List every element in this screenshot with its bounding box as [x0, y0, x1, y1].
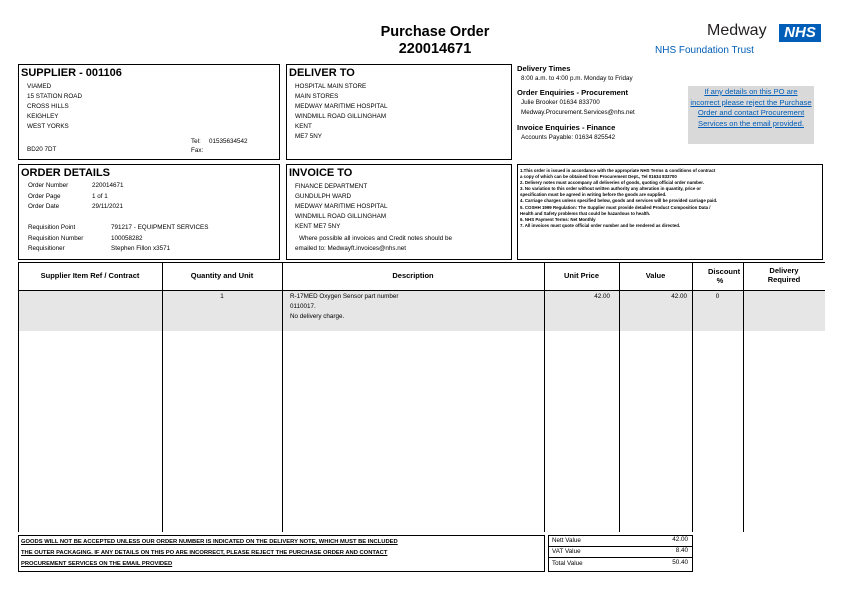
col-divider [162, 262, 163, 532]
logo-medway: Medway [707, 22, 767, 39]
supplier-fax-label: Fax: [191, 147, 204, 154]
deliver-to-heading: DELIVER TO [289, 67, 355, 79]
address-line: 15 STATION ROAD [27, 93, 83, 100]
address-line: MEDWAY MARITIME HOSPITAL [295, 203, 388, 210]
terms-line: 7. All invoices must quote official order number and be rendered as directed. [520, 222, 681, 228]
col-header-qty: Quantity and Unit [190, 271, 254, 280]
total-value: 42.00 [672, 536, 688, 543]
total-value: 8.40 [675, 547, 688, 554]
total-label: VAT Value [552, 548, 581, 555]
terms-line: specification must be agreed in writing before the goods are supplied. [520, 192, 667, 198]
terms-line: 2. Delivery notes must accompany all deliveries of goods, quoting official order number. [520, 180, 704, 186]
total-value: 50.40 [672, 559, 688, 566]
address-line: WEST YORKS [27, 123, 69, 130]
requisitioner-value: Stephen Fillon x3571 [111, 245, 171, 252]
procurement-heading: Order Enquiries - Procurement [517, 88, 628, 97]
col-divider [18, 262, 19, 532]
total-row-vat [549, 547, 692, 558]
supplier-tel: 01535634542 [209, 138, 248, 145]
invoice-to-heading: INVOICE TO [289, 167, 353, 179]
col-header-delivery: Delivery Required [767, 266, 801, 284]
items-table [18, 262, 825, 532]
requisition-number-value: 100058282 [111, 235, 143, 242]
address-line: WINDMILL ROAD GILLINGHAM [295, 113, 387, 120]
col-divider [619, 262, 620, 532]
terms-line: 1.This order is issued in accordance with the appropriate NHS Terms & conditions of contract [520, 168, 716, 173]
po-title-heading: Purchase Order [380, 24, 490, 40]
footer-line: GOODS WILL NOT BE ACCEPTED UNLESS OUR ORDER NUMBER IS INDICATED ON THE DELIVERY NOTE, WHICH MUST BE INCLUDED [21, 539, 398, 545]
terms-line: 5. COSHH 1999 Regulation: The Supplier must provide detailed Product Composition Data / [520, 204, 711, 210]
total-row-nett [549, 536, 692, 547]
address-line: KEIGHLEY [27, 113, 59, 120]
address-line: MAIN STORES [295, 93, 339, 100]
address-line: GUNDULPH WARD [295, 193, 352, 200]
procurement-email: Medway.Procurement.Services@nhs.net [521, 109, 635, 116]
cell-value: 42.00 [671, 293, 687, 300]
info-panel [517, 64, 687, 143]
table-top-border [18, 262, 825, 263]
cell-unit-price: 42.00 [594, 293, 610, 300]
supplier-tel-label: Tel: [191, 138, 201, 145]
col-header-desc: Description [392, 271, 434, 280]
cell-discount: 0 [715, 293, 720, 300]
address-line: HOSPITAL MAIN STORE [295, 83, 367, 90]
deliver-to-address [295, 82, 387, 142]
footer-line: THE OUTER PACKAGING. IF ANY DETAILS ON THIS PO ARE INCORRECT, PLEASE REJECT THE PURCHASE ORDER AND CONTACT [21, 550, 388, 556]
nhs-logo [640, 22, 825, 62]
po-title [340, 24, 530, 58]
terms-box [517, 164, 823, 260]
requisition-point-value: 791217 - EQUIPMENT SERVICES [111, 224, 209, 231]
requisition-number-label: Requisition Number [28, 235, 84, 242]
notice-box [688, 86, 814, 144]
col-header-discount: Discount % [708, 267, 741, 285]
order-number-label: Order Number [28, 182, 69, 189]
cell-desc-line: 0110017. [290, 303, 316, 310]
supplier-address [27, 82, 82, 132]
terms-list [520, 168, 717, 229]
address-line: MEDWAY MARITIME HOSPITAL [295, 103, 388, 110]
col-divider [743, 262, 744, 532]
delivery-times-heading: Delivery Times [517, 64, 571, 73]
invoice-to-box [286, 164, 512, 260]
cell-desc-line: R-17MED Oxygen Sensor part number [290, 293, 399, 300]
address-line: KENT ME7 5NY [295, 223, 341, 230]
cell-qty: 1 [220, 293, 224, 300]
address-line: ME7 5NY [295, 133, 322, 140]
total-label: Nett Value [552, 537, 581, 544]
cell-desc-line: No delivery charge. [290, 313, 345, 320]
footer-line: PROCUREMENT SERVICES ON THE EMAIL PROVIDED [21, 561, 173, 567]
col-header-unit-price: Unit Price [563, 271, 599, 280]
col-header-value: Value [645, 271, 666, 280]
invoice-note-line1: Where possible all invoices and Credit notes should be [299, 235, 452, 242]
po-number: 220014671 [398, 41, 472, 57]
terms-line: Health and Safety problems that could be hazardous to health. [520, 210, 651, 216]
nhs-badge: NHS [779, 24, 821, 42]
order-page-label: Order Page [28, 193, 61, 200]
terms-line: a copy of which can be obtained from Procurement Dept., Tel 01634 833700 [520, 174, 677, 180]
col-divider [282, 262, 283, 532]
terms-line: 4. Carriage charges unless specified below, goods and services will be provided carriage paid. [520, 198, 718, 204]
requisitioner-label: Requisitioner [28, 245, 65, 252]
supplier-heading: SUPPLIER - 001106 [21, 67, 122, 79]
terms-line: 3. No variation to this order without written authority any alteration in quantity, price or [520, 186, 701, 192]
footer-warning [18, 535, 545, 572]
order-page-value: 1 of 1 [92, 193, 108, 200]
supplier-postcode: BD20 7DT [27, 146, 57, 153]
order-date-label: Order Date [28, 203, 60, 210]
total-label: Total Value [552, 560, 583, 567]
address-line: WINDMILL ROAD GILLINGHAM [295, 213, 387, 220]
finance-heading: Invoice Enquiries - Finance [517, 123, 616, 132]
address-line: FINANCE DEPARTMENT [295, 183, 368, 190]
invoice-note-line2: emailed to: Medwayft.invoices@nhs.net [295, 245, 407, 252]
requisition-point-label: Requisition Point [28, 224, 76, 231]
order-number-value: 220014671 [92, 182, 124, 189]
finance-contact: Accounts Payable: 01634 825542 [521, 134, 616, 141]
logo-trust: NHS Foundation Trust [655, 45, 754, 56]
invoice-to-address [295, 182, 387, 232]
notice-text: If any details on this PO are incorrect please reject the Purchase Order and contact Procurement Services on the email provided. [690, 87, 812, 128]
total-row-total [549, 558, 692, 569]
col-divider [544, 262, 545, 532]
order-details-box [18, 164, 280, 260]
col-divider [692, 262, 693, 532]
address-line: CROSS HILLS [27, 103, 69, 110]
deliver-to-box [286, 64, 512, 160]
procurement-contact: Julie Brooker 01634 833700 [521, 99, 600, 106]
totals-box [548, 535, 693, 572]
address-line: VIAMED [27, 83, 52, 90]
delivery-times-text: 8:00 a.m. to 4:00 p.m. Monday to Friday [521, 75, 633, 82]
order-details-heading: ORDER DETAILS [21, 167, 111, 179]
order-date-value: 29/11/2021 [92, 203, 124, 210]
supplier-box [18, 64, 280, 160]
address-line: KENT [295, 123, 312, 130]
col-header-ref: Supplier Item Ref / Contract [40, 271, 140, 280]
terms-line: 6. NHS Payment Terms: Net Monthly [520, 216, 596, 222]
